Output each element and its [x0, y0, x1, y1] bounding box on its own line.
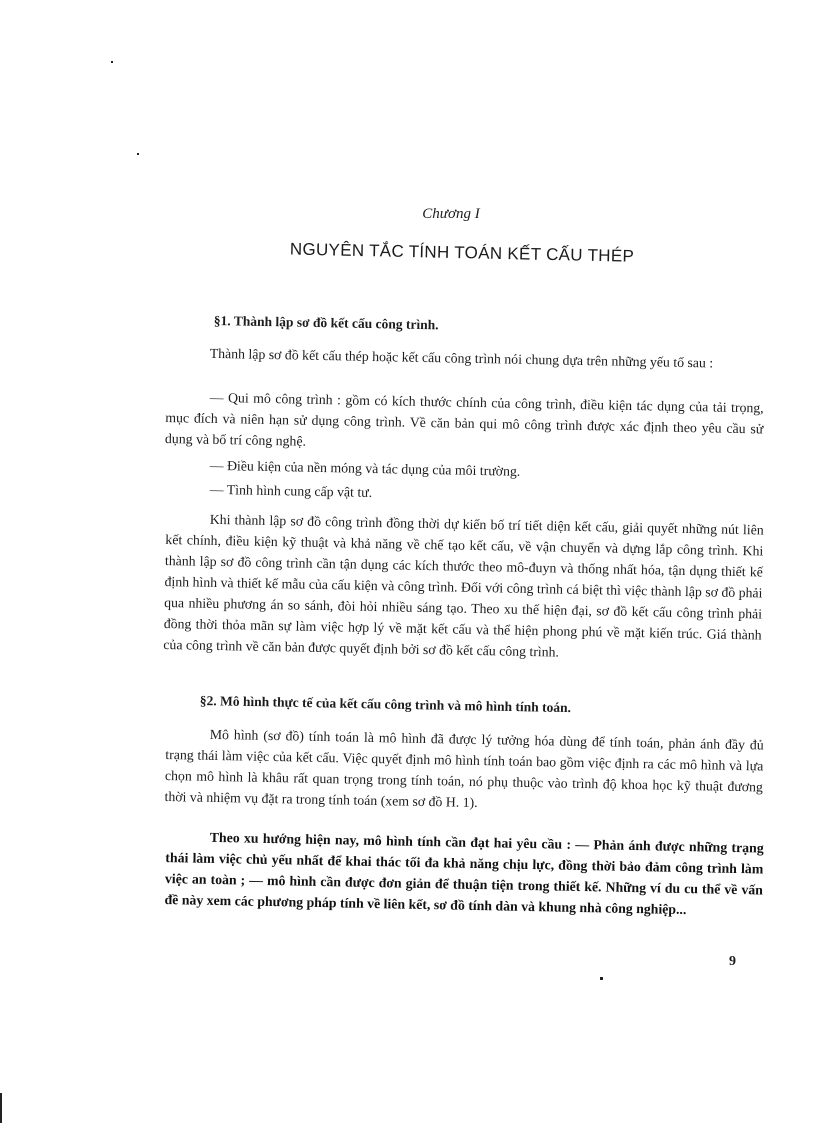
chapter-label: Chương I	[422, 206, 480, 222]
page-number: 9	[729, 954, 736, 969]
section-2-paragraph-1: Mô hình (sơ đồ) tính toán là mô hình đã được lý tưởng hóa dùng để tính toán, phản ánh đầy đủ trạng thái làm việc của kết cấu. Việc quyết định mô hình tính toán bao gồm việc định ra các mô hình và lựa chọn mô hình là khâu rất quan trọng trong tính toán, nó phụ thuộc vào trình độ khoa học kỹ thuật đương thời và nhiệm vụ đặt ra trong tính toán (xem sơ đồ H. 1).	[164, 726, 764, 810]
section-2-paragraph-2: Theo xu hướng hiện nay, mô hình tính cần đạt hai yêu cầu : — Phản ánh được những trạng thái làm việc chủ yếu nhất để khai thác tối đa khả năng chịu lực, đồng thời bảo đảm công trình làm việc an toàn ; — mô hình cần được đơn giản để thuận tiện trong thiết kế. Những ví du cu thể về vấn đề này xem các phương pháp tính về liên kết, sơ đồ tính dàn và khung nhà công nghiệp...	[164, 829, 764, 918]
section-1-item-2: — Điều kiện của nền móng và tác dụng của môi trường.	[209, 457, 521, 479]
scan-speck	[600, 977, 603, 980]
scan-edge-line	[0, 1093, 2, 1123]
section-1-paragraph-2: Khi thành lập sơ đồ công trình đồng thời dự kiến bố trí tiết diện kết cấu, giải quyết những nút liên kết chính, điều kiện kỹ thuật và khả năng về chế tạo kết cấu, về vận chuyển và dựng lắp công trình. Khi thành lập sơ đồ công trình cần tận dụng các kích thước theo mô-đuyn và thống nhất hóa, tận dụng thiết kế định hình và thiết kế mẫu của cấu kiện và công trình. Đối với công trình cá biệt thì việc thành lập sơ đồ phải qua nhiều phương án so sánh, đòi hỏi nhiều sáng tạo. Theo xu thế hiện đại, sơ đồ kết cấu công trình phải đồng thời thỏa mãn sự làm việc hợp lý về mặt kết cấu và thể hiện phong phú về mặt kiến trúc. Giá thành của công trình về căn bản được quyết định bởi sơ đồ kết cấu công trình.	[163, 511, 764, 660]
section-1-intro: Thành lập sơ đồ kết cấu thép hoặc kết cấu công trình nói chung dựa trên những yếu tố sau :	[209, 345, 714, 371]
chapter-title: NGUYÊN TẮC TÍNH TOÁN KẾT CẤU THÉP	[289, 239, 635, 266]
section-1-heading: §1. Thành lập sơ đồ kết cấu công trình.	[213, 313, 439, 333]
section-2-heading: §2. Mô hình thực tế của kết cấu công trình và mô hình tính toán.	[199, 693, 572, 716]
section-1-item-1: — Qui mô công trình : gồm có kích thước chính của công trình, điều kiện tác dụng của tải trọng, mục đích và niên hạn sử dụng công trình. Về căn bản qui mô công trình được xác định theo yêu cầu sử dụng và bố trí công nghệ.	[164, 389, 764, 449]
scan-speck	[111, 61, 113, 63]
scan-speck	[137, 153, 139, 155]
section-1-item-3: — Tình hình cung cấp vật tư.	[209, 481, 373, 500]
